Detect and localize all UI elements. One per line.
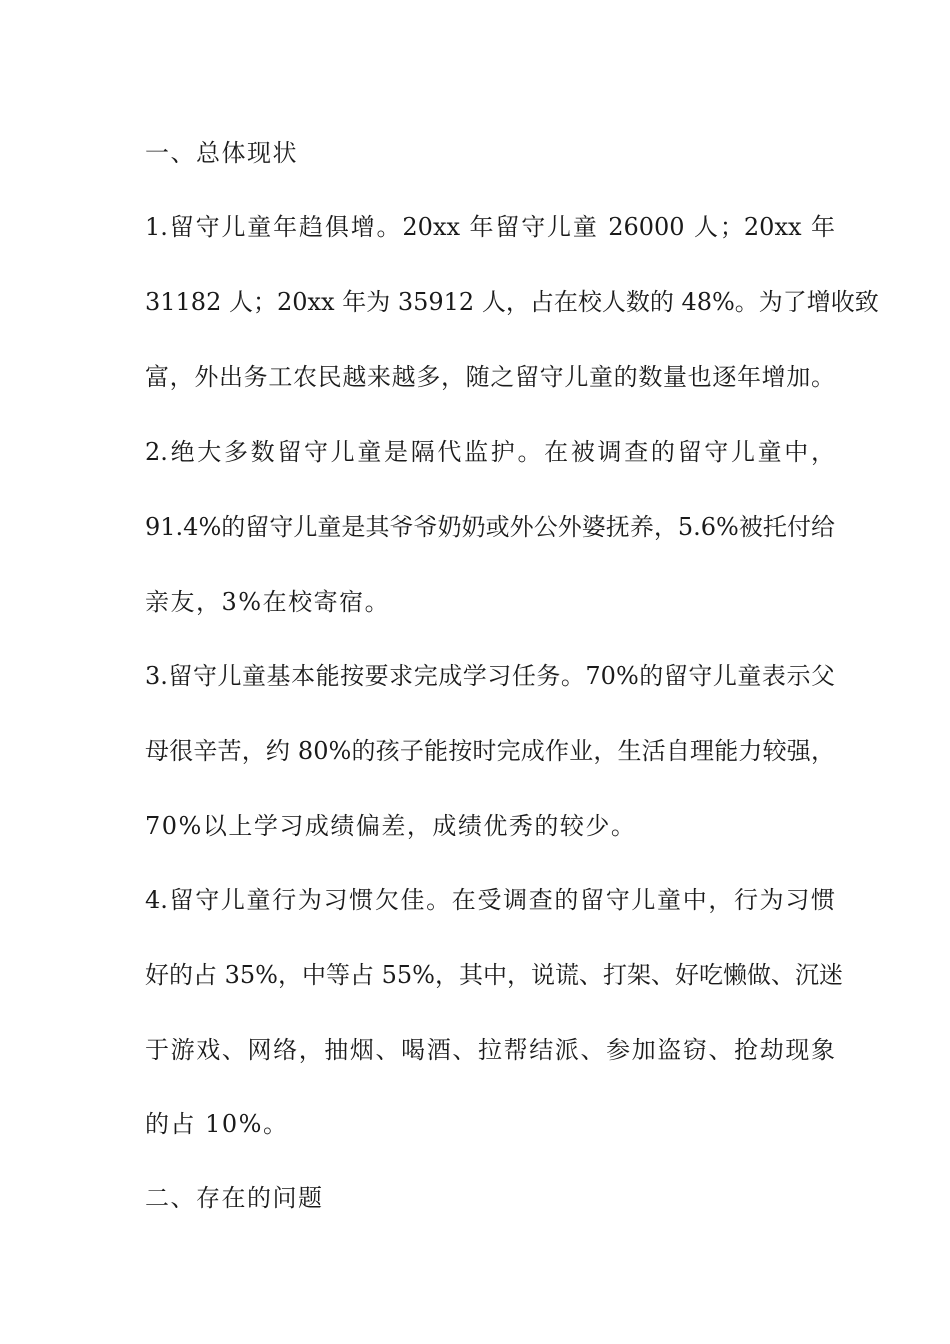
paragraph-line: 亲友，3%在校寄宿。 [145, 588, 391, 616]
section-heading-2: 二、存在的问题 [145, 1184, 324, 1212]
paragraph-line: 好的占 35%，中等占 55%，其中，说谎、打架、好吃懒做、沉迷 [145, 961, 843, 989]
paragraph-line: 的占 10%。 [145, 1110, 289, 1138]
paragraph-line: 70%以上学习成绩偏差，成绩优秀的较少。 [145, 812, 637, 840]
paragraph-line: 31182 人；20xx 年为 35912 人，占在校人数的 48%。为了增收致 [145, 288, 879, 316]
paragraph-line: 2.绝大多数留守儿童是隔代监护。在被调查的留守儿童中， [145, 438, 835, 466]
paragraph-line: 91.4%的留守儿童是其爷爷奶奶或外公外婆抚养，5.6%被托付给 [145, 513, 835, 541]
paragraph-line: 富，外出务工农民越来越多，随之留守儿童的数量也逐年增加。 [145, 363, 835, 391]
paragraph-line: 1.留守儿童年趋俱增。20xx 年留守儿童 26000 人；20xx 年 [145, 213, 835, 241]
section-heading-1: 一、总体现状 [145, 139, 298, 167]
paragraph-line: 4.留守儿童行为习惯欠佳。在受调查的留守儿童中，行为习惯 [145, 886, 835, 914]
paragraph-line: 于游戏、网络，抽烟、喝酒、拉帮结派、参加盗窃、抢劫现象 [145, 1036, 835, 1064]
paragraph-line: 母很辛苦，约 80%的孩子能按时完成作业，生活自理能力较强， [145, 737, 835, 765]
paragraph-line: 3.留守儿童基本能按要求完成学习任务。70%的留守儿童表示父 [145, 662, 835, 690]
